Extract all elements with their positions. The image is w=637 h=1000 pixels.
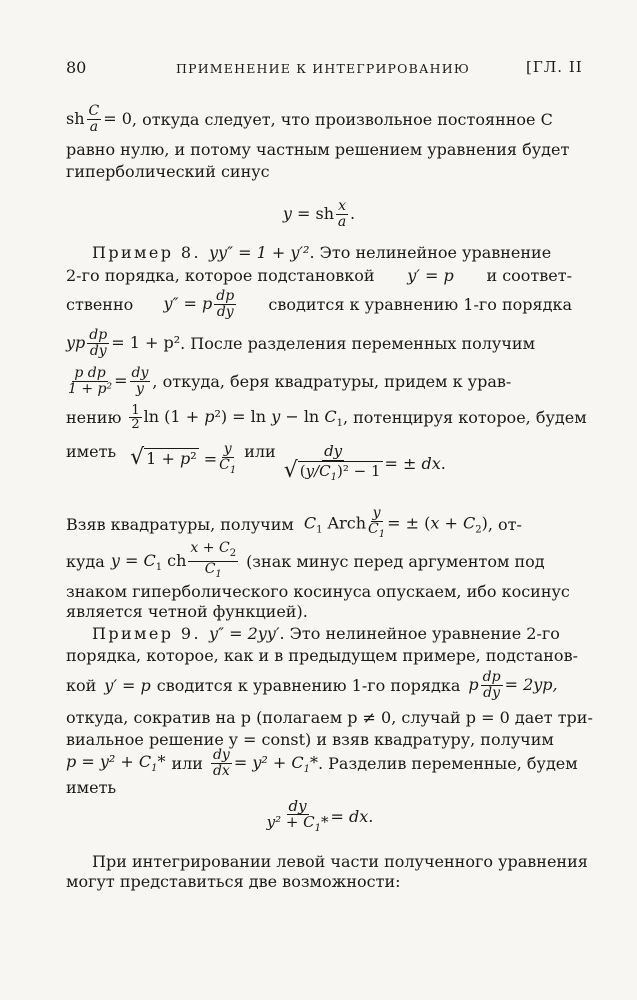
text-line-17	[66, 668, 572, 702]
text-segment: , откуда, беря квадратуры, придем к урав-	[152, 371, 512, 391]
text-line-10	[66, 434, 572, 494]
display-formula-1: y = sh $\frac{x}{a}$ .	[282, 197, 356, 230]
formula-p-solution: $p = y^2 + C_1*$	[66, 751, 166, 775]
text-segment: 2-го порядка, которое подстановкой	[66, 265, 375, 285]
text-segment: кой	[66, 675, 97, 695]
text-segment: сводится к уравнению 1-го порядка	[268, 294, 572, 314]
display-formula-2: $\frac{dy}{y^2 + C_1*}$ = dx.	[266, 796, 374, 834]
formula-y-double-prime: y″ = p $\frac{dp}{dy}$	[163, 287, 235, 320]
formula-substitution-9: y′ = p	[104, 675, 151, 695]
example-8-label: Пример 8.	[92, 242, 201, 262]
text-line-21: иметь	[66, 777, 117, 797]
text-line-19: виальное решение y = const) и взяв квадратуру, получим	[66, 729, 554, 749]
formula-p-dp-dy: p $\frac{dp}{dy}$ = 2yp,	[468, 668, 558, 701]
text-line-6	[66, 288, 572, 320]
text-line-7	[66, 326, 572, 360]
formula-sh-c-over-a: sh $\frac{C}{a}$ = 0	[66, 102, 132, 135]
formula-dy-dx: $\frac{dy}{dx}$ = $y^2 + C_1*$	[212, 746, 318, 779]
formula-ex9: y″ = 2yy′	[208, 623, 280, 643]
text-segment: При интегрировании левой части полученного уравнения	[92, 851, 588, 871]
text-line-8	[66, 364, 572, 398]
text-line-11	[66, 505, 572, 540]
text-segment: . Это нелинейное уравнение	[309, 242, 552, 262]
text-segment: нению	[66, 407, 122, 427]
page-number: 80	[66, 58, 87, 77]
chapter-label: [ГЛ. II	[526, 58, 583, 76]
formula-dy-over-sqrt: dy √ $(y/C_1)^2 - 1$ = ± dx.	[282, 442, 446, 487]
text-line-5	[66, 262, 572, 288]
text-line-16: порядка, которое, как и в предыдущем примере, подстанов-	[66, 645, 578, 665]
formula-substitution: y′ = p	[407, 265, 454, 285]
running-title: ПРИМЕНЕНИЕ К ИНТЕГРИРОВАНИЮ	[176, 61, 470, 76]
text-segment: (знак минус перед аргументом под	[246, 551, 545, 571]
text-segment: куда	[66, 551, 105, 571]
text-segment: или	[171, 753, 203, 773]
text-line-1	[66, 102, 572, 135]
text-segment: . После разделения переменных получим	[180, 333, 536, 353]
formula-ex8: yy″ = 1 + y′²	[208, 242, 310, 262]
text-line-3: гиперболический синус	[66, 161, 270, 181]
formula-arch: $C_1$ Arch $\frac{y}{C_1}$ = ± $(x + C_2)$	[303, 505, 488, 540]
text-line-23: могут представиться две возможности:	[66, 871, 401, 891]
formula-ch: $y = C_1$ ch $\frac{x + C_2}{C_1}$	[110, 539, 237, 580]
text-segment: , откуда следует, что произвольное постоянное C	[131, 109, 553, 129]
text-segment: . Разделив переменные, будем	[317, 753, 578, 773]
text-line-9	[66, 400, 587, 434]
text-segment: или	[244, 442, 276, 461]
example-9-label: Пример 9.	[92, 623, 201, 643]
text-segment: и соответ-	[486, 265, 572, 285]
text-line-13: знаком гиперболического косинуса опускаем, ибо косинус	[66, 581, 570, 601]
text-line-14: является четной функцией).	[66, 601, 308, 621]
text-line-18: откуда, сократив на p (полагаем p ≠ 0, случай p = 0 дает три-	[66, 707, 593, 727]
text-segment: , от-	[487, 514, 522, 534]
text-line-2: равно нулю, и потому частным решением уравнения будет	[66, 139, 570, 159]
text-segment: ственно	[66, 294, 134, 314]
text-segment: иметь	[66, 442, 117, 461]
formula-first-order: yp $\frac{dp}{dy}$ = 1 + p²	[66, 326, 181, 359]
text-segment: сводится к уравнению 1-го порядка	[156, 675, 461, 695]
text-line-12	[66, 539, 572, 580]
text-segment: Взяв квадратуры, получим	[66, 514, 294, 534]
text-segment: , потенцируя которое, будем	[342, 407, 587, 427]
text-segment: . Это нелинейное уравнение 2-го	[279, 623, 560, 643]
formula-sqrt: √ 1 + p² = $\frac{y}{C_1}$	[130, 441, 237, 476]
formula-log: $\frac{1}{2}$ $\ln (1 + p^2) = \ln y - \ln C_1$	[131, 402, 343, 432]
formula-separated: $\frac{\text{p dp}}{\text{1 + p²}}$ = $\frac{dy}{y}$	[68, 364, 149, 397]
